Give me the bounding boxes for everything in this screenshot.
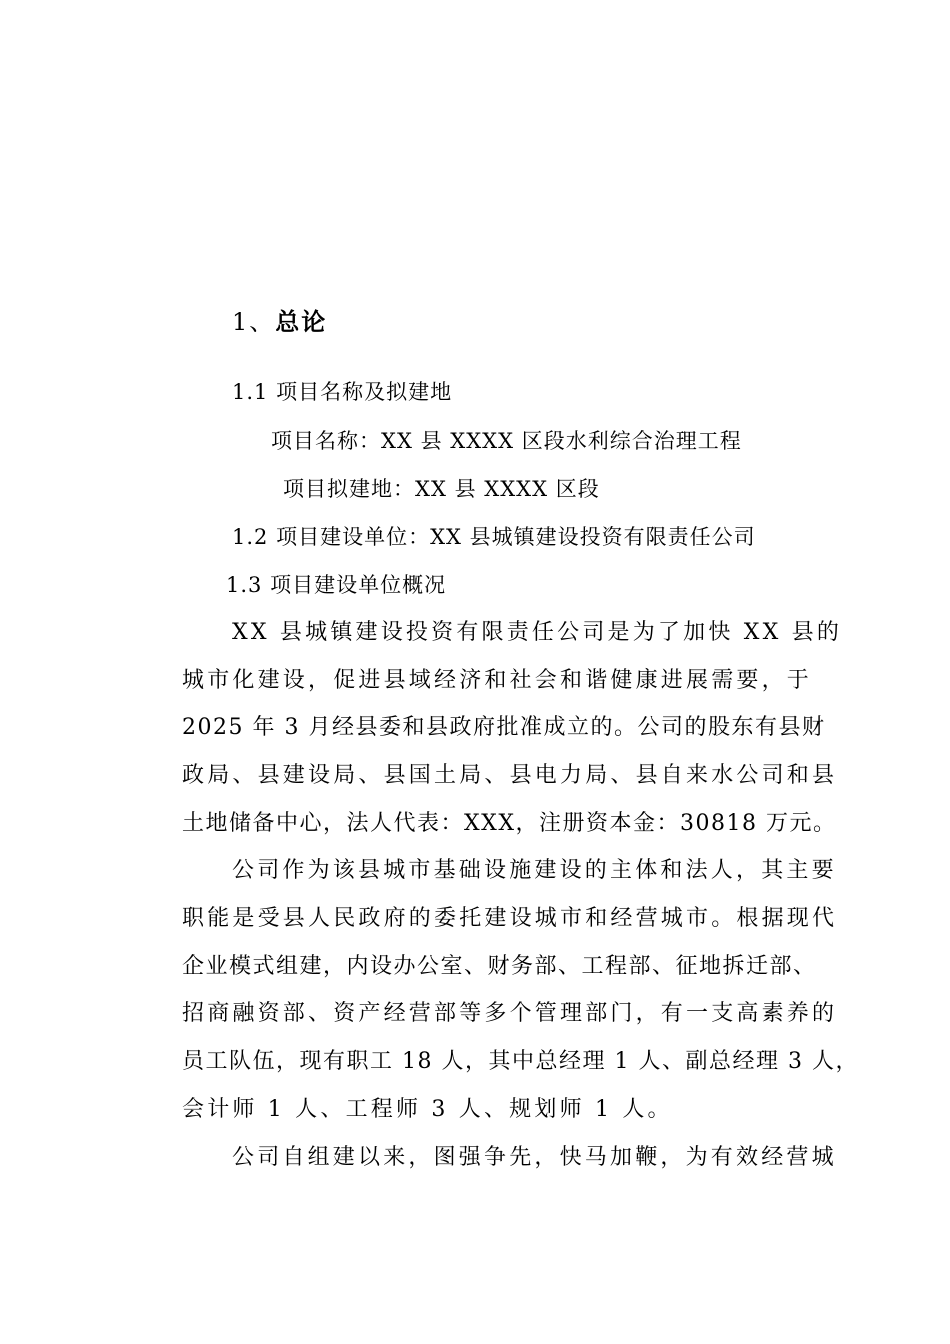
paragraph-2-line-3: 企业模式组建，内设办公室、财务部、工程部、征地拆迁部、 <box>182 954 817 979</box>
section-number: 1、 <box>232 308 276 336</box>
paragraph-1-line-3: 2025 年 3 月经县委和县政府批准成立的。公司的股东有县财 <box>182 715 826 740</box>
subsection-1-2: 1.2 项目建设单位：XX 县城镇建设投资有限责任公司 <box>232 525 756 549</box>
project-name-line: 项目名称：XX 县 XXXX 区段水利综合治理工程 <box>271 429 742 453</box>
paragraph-2-line-2: 职能是受县人民政府的委托建设城市和经营城市。根据现代 <box>182 906 838 931</box>
paragraph-2-line-4: 招商融资部、资产经营部等多个管理部门，有一支高素养的 <box>182 1001 838 1026</box>
paragraph-2-line-1: 公司作为该县城市基础设施建设的主体和法人，其主要 <box>232 858 837 883</box>
subsection-1-1: 1.1 项目名称及拟建地 <box>232 380 453 404</box>
paragraph-1-line-1: XX 县城镇建设投资有限责任公司是为了加快 XX 县的 <box>232 620 843 645</box>
paragraph-1-line-5: 土地储备中心，法人代表：XXX，注册资本金：30818 万元。 <box>182 811 837 836</box>
paragraph-1-line-4: 政局、县建设局、县国土局、县电力局、县自来水公司和县 <box>182 763 838 788</box>
paragraph-1-line-2: 城市化建设，促进县域经济和社会和谐健康进展需要，于 <box>182 668 813 693</box>
paragraph-3-line-1: 公司自组建以来，图强争先，快马加鞭，为有效经营城 <box>232 1145 837 1170</box>
paragraph-2-line-5: 员工队伍，现有职工 18 人，其中总经理 1 人、副总经理 3 人， <box>182 1049 859 1074</box>
section-title: 总论 <box>275 307 328 336</box>
project-site-line: 项目拟建地：XX 县 XXXX 区段 <box>283 477 600 501</box>
subsection-1-3: 1.3 项目建设单位概况 <box>226 573 447 597</box>
paragraph-2-line-6: 会计师 1 人、工程师 3 人、规划师 1 人。 <box>182 1097 673 1122</box>
section-heading <box>232 302 327 337</box>
